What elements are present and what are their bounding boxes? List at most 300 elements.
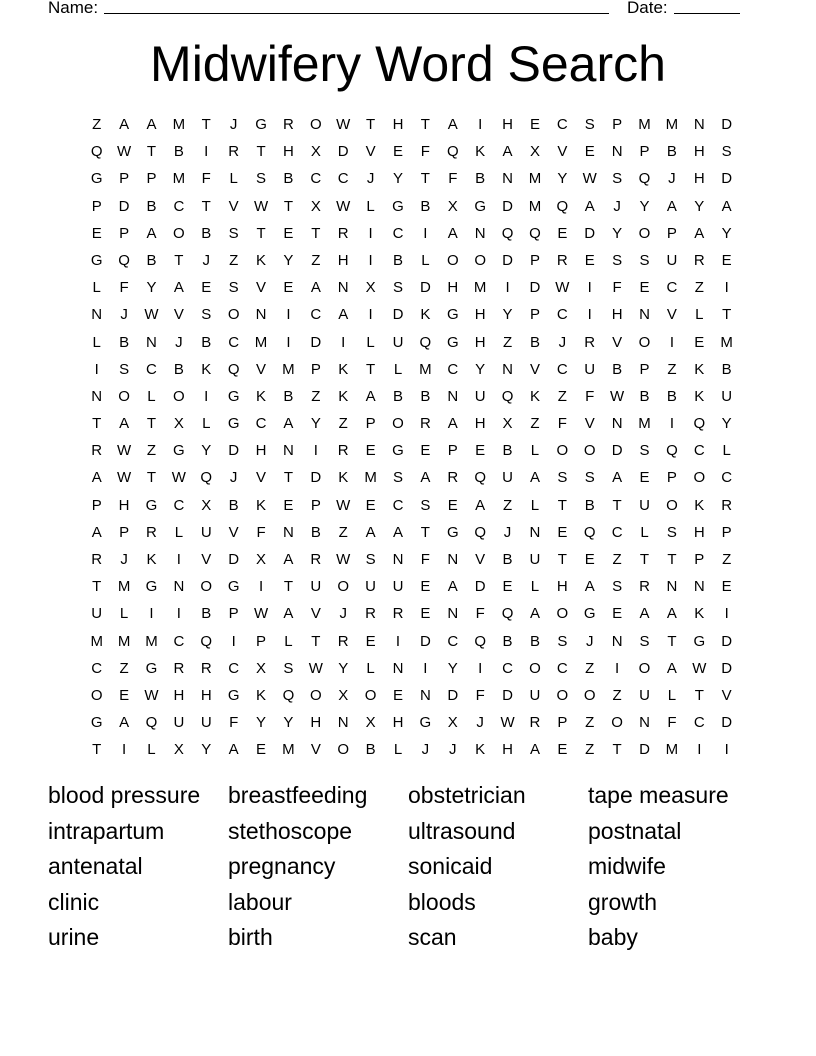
- grid-letter: C: [228, 333, 240, 351]
- grid-letter: G: [227, 686, 240, 704]
- grid-letter: G: [583, 605, 596, 623]
- grid-letter: B: [119, 333, 130, 351]
- grid-letter: V: [173, 306, 184, 324]
- grid-letter: W: [117, 469, 132, 487]
- grid-letter: J: [421, 741, 430, 759]
- grid-letter: I: [669, 333, 674, 351]
- grid-letter: M: [90, 632, 103, 650]
- grid-letter: J: [120, 551, 128, 568]
- grid-letter: Q: [583, 523, 596, 541]
- grid-letter: A: [228, 741, 239, 759]
- grid-letter: O: [638, 224, 651, 242]
- grid-letter: F: [420, 551, 430, 568]
- grid-letter: R: [529, 714, 541, 732]
- grid-letter: X: [502, 415, 513, 433]
- grid-letter: R: [146, 523, 157, 541]
- grid-letter: Y: [256, 714, 267, 732]
- grid-letter: P: [119, 224, 130, 242]
- grid-letter: C: [173, 496, 185, 514]
- grid-letter: D: [228, 442, 240, 460]
- grid-letter: P: [557, 714, 568, 732]
- grid-letter: S: [639, 632, 650, 650]
- grid-letter: Y: [721, 224, 732, 242]
- name-blank-line: [104, 13, 609, 14]
- grid-letter: D: [228, 551, 240, 568]
- grid-letter: Q: [200, 632, 213, 650]
- grid-letter: X: [201, 496, 212, 514]
- grid-letter: E: [557, 224, 568, 242]
- grid-letter: W: [555, 279, 570, 297]
- grid-letter: Q: [118, 251, 130, 269]
- grid-letter: A: [447, 116, 458, 133]
- grid-letter: L: [530, 578, 540, 596]
- grid-letter: U: [392, 578, 404, 596]
- grid-letter: R: [173, 659, 185, 677]
- grid-letter: J: [366, 170, 375, 188]
- grid-letter: B: [228, 496, 239, 514]
- grid-letter: L: [92, 333, 101, 351]
- grid-letter: J: [202, 251, 210, 269]
- grid-letter: W: [171, 469, 186, 487]
- grid-letter: C: [721, 469, 733, 487]
- grid-letter: F: [585, 387, 595, 405]
- grid-letter: P: [228, 605, 239, 623]
- grid-letter: F: [229, 714, 239, 732]
- grid-letter: C: [255, 415, 267, 433]
- grid-letter: R: [91, 442, 103, 460]
- grid-letter: W: [117, 143, 132, 161]
- grid-letter: K: [256, 686, 267, 704]
- grid-letter: W: [144, 686, 159, 704]
- grid-letter: E: [365, 632, 376, 650]
- grid-letter: E: [420, 442, 431, 460]
- grid-letter: O: [337, 741, 350, 759]
- grid-letter: B: [666, 143, 677, 161]
- grid-letter: H: [255, 442, 267, 460]
- grid-letter: Q: [282, 686, 295, 704]
- grid-letter: V: [256, 469, 267, 487]
- grid-letter: K: [475, 143, 486, 161]
- grid-letter: N: [611, 632, 623, 650]
- grid-letter: S: [365, 551, 376, 568]
- grid-letter: N: [447, 551, 459, 568]
- grid-letter: A: [447, 415, 458, 433]
- grid-letter: T: [420, 523, 430, 541]
- grid-letter: G: [446, 306, 459, 324]
- grid-letter: C: [447, 360, 459, 378]
- grid-letter: R: [639, 578, 650, 596]
- grid-letter: N: [255, 306, 267, 324]
- grid-letter: S: [584, 116, 595, 133]
- grid-letter: T: [557, 496, 567, 514]
- grid-letter: B: [173, 360, 184, 378]
- grid-letter: R: [200, 659, 212, 677]
- grid-letter: O: [309, 686, 322, 704]
- grid-letter: U: [200, 523, 212, 541]
- name-label: Name:: [48, 0, 99, 17]
- grid-letter: O: [556, 686, 569, 704]
- grid-letter: Y: [201, 741, 212, 759]
- grid-letter: N: [639, 306, 650, 324]
- grid-letter: F: [475, 605, 485, 623]
- grid-letter: Q: [446, 143, 459, 161]
- grid-letter: M: [665, 116, 679, 133]
- grid-letter: D: [392, 306, 404, 324]
- grid-letter: F: [475, 686, 485, 704]
- grid-letter: O: [364, 686, 377, 704]
- grid-letter: Q: [638, 170, 651, 188]
- grid-letter: C: [502, 659, 513, 677]
- grid-letter: V: [666, 306, 677, 324]
- grid-letter: C: [392, 496, 404, 514]
- grid-letter: E: [365, 442, 376, 460]
- grid-letter: V: [612, 333, 623, 351]
- grid-letter: P: [639, 360, 650, 378]
- grid-letter: D: [419, 632, 431, 650]
- grid-letter: W: [582, 170, 597, 188]
- grid-letter: I: [313, 442, 318, 460]
- grid-letter: O: [693, 469, 706, 487]
- grid-letter: H: [392, 116, 404, 133]
- grid-letter: T: [557, 551, 567, 568]
- grid-letter: A: [91, 469, 102, 487]
- grid-letter: S: [228, 279, 239, 297]
- grid-letter: T: [146, 143, 157, 161]
- grid-letter: Z: [585, 714, 595, 732]
- grid-letter: S: [639, 251, 650, 269]
- grid-letter: N: [337, 714, 349, 732]
- grid-letter: G: [693, 632, 706, 650]
- grid-letter: C: [447, 632, 459, 650]
- grid-letter: M: [117, 632, 131, 650]
- grid-letter: B: [365, 741, 376, 759]
- grid-letter: Q: [200, 469, 213, 487]
- grid-letter: K: [694, 360, 705, 378]
- grid-letter: L: [393, 741, 403, 759]
- grid-letter: N: [337, 279, 349, 297]
- grid-letter: D: [584, 224, 596, 242]
- grid-letter: Z: [585, 741, 595, 759]
- grid-letter: G: [145, 496, 158, 514]
- grid-letter: C: [556, 306, 568, 324]
- grid-letter: E: [392, 686, 403, 704]
- grid-letter: M: [172, 170, 186, 188]
- grid-letter: W: [253, 197, 269, 215]
- grid-letter: Q: [501, 224, 514, 242]
- grid-letter: M: [528, 197, 542, 215]
- grid-letter: V: [256, 360, 267, 378]
- grid-letter: I: [122, 741, 127, 759]
- grid-letter: Z: [530, 415, 540, 433]
- grid-letter: Z: [229, 251, 239, 269]
- grid-letter: C: [556, 360, 568, 378]
- grid-letter: F: [557, 415, 567, 433]
- grid-letter: P: [529, 251, 540, 269]
- grid-letter: M: [282, 741, 295, 759]
- grid-letter: V: [310, 605, 321, 623]
- grid-letter: I: [423, 659, 428, 677]
- grid-letter: W: [336, 551, 351, 568]
- grid-letter: L: [667, 686, 677, 704]
- grid-letter: G: [392, 442, 404, 460]
- grid-letter: E: [283, 279, 294, 297]
- grid-letter: O: [583, 442, 596, 460]
- grid-letter: P: [365, 415, 376, 433]
- grid-letter: E: [201, 279, 212, 297]
- grid-letter: M: [665, 741, 679, 759]
- grid-letter: U: [365, 578, 377, 596]
- grid-letter: L: [174, 523, 184, 541]
- grid-letter: X: [447, 714, 458, 732]
- word-list-item: intrapartum: [48, 817, 165, 844]
- grid-letter: R: [447, 469, 459, 487]
- grid-letter: N: [474, 224, 486, 242]
- grid-letter: U: [474, 387, 486, 405]
- word-list-item: labour: [228, 888, 292, 915]
- grid-letter: I: [204, 143, 209, 161]
- grid-letter: L: [147, 741, 156, 759]
- grid-letter: K: [201, 360, 212, 378]
- grid-letter: Z: [557, 387, 567, 405]
- grid-letter: E: [256, 741, 267, 759]
- grid-letter: E: [91, 224, 102, 242]
- grid-letter: P: [666, 469, 677, 487]
- grid-letter: S: [256, 170, 267, 188]
- grid-letter: P: [310, 360, 321, 378]
- grid-letter: N: [173, 578, 185, 596]
- grid-letter: G: [173, 442, 185, 460]
- grid-letter: W: [692, 659, 707, 677]
- grid-letter: K: [694, 496, 705, 514]
- grid-letter: P: [666, 224, 677, 242]
- grid-letter: T: [92, 415, 102, 433]
- word-list-item: ultrasound: [408, 817, 516, 844]
- word-list-item: blood pressure: [48, 782, 201, 808]
- grid-letter: A: [392, 523, 403, 541]
- grid-letter: N: [693, 116, 705, 133]
- grid-letter: N: [447, 387, 459, 405]
- grid-letter: L: [393, 360, 403, 378]
- word-list-item: birth: [228, 924, 273, 951]
- grid-letter: H: [474, 306, 486, 324]
- grid-letter: V: [228, 197, 239, 215]
- grid-letter: I: [231, 632, 236, 650]
- grid-letter: I: [149, 605, 154, 623]
- grid-letter: E: [584, 143, 595, 161]
- grid-letter: I: [176, 551, 181, 568]
- grid-letter: A: [529, 605, 540, 623]
- grid-letter: D: [721, 116, 733, 133]
- grid-letter: Q: [501, 387, 514, 405]
- grid-letter: D: [721, 632, 733, 650]
- grid-letter: A: [584, 578, 595, 596]
- grid-letter: T: [639, 551, 650, 568]
- grid-letter: D: [502, 197, 513, 215]
- grid-letter: H: [337, 251, 349, 269]
- grid-letter: G: [419, 714, 432, 732]
- grid-letter: O: [200, 578, 213, 596]
- word-list-item: antenatal: [48, 853, 143, 880]
- grid-letter: H: [693, 143, 705, 161]
- grid-letter: K: [694, 605, 705, 623]
- grid-letter: B: [721, 360, 732, 378]
- grid-letter: H: [173, 686, 185, 704]
- grid-letter: O: [611, 714, 623, 732]
- grid-letter: M: [145, 632, 158, 650]
- grid-letter: T: [311, 632, 321, 650]
- grid-letter: J: [120, 306, 128, 324]
- grid-letter: A: [91, 523, 102, 541]
- grid-letter: U: [639, 496, 650, 514]
- grid-letter: A: [529, 741, 540, 759]
- grid-letter: Q: [474, 523, 486, 541]
- grid-letter: V: [475, 551, 486, 568]
- grid-letter: T: [366, 360, 376, 378]
- grid-letter: Y: [612, 224, 623, 242]
- grid-letter: S: [584, 469, 595, 487]
- grid-letter: A: [173, 279, 184, 297]
- grid-letter: P: [529, 306, 540, 324]
- grid-letter: S: [612, 251, 623, 269]
- grid-letter: F: [201, 170, 211, 188]
- grid-letter: K: [338, 360, 349, 378]
- grid-letter: L: [530, 442, 540, 460]
- grid-letter: Y: [475, 360, 486, 378]
- grid-letter: H: [556, 578, 568, 596]
- grid-letter: F: [119, 279, 129, 297]
- grid-letter: A: [666, 605, 677, 623]
- grid-letter: B: [146, 197, 157, 215]
- grid-letter: O: [638, 659, 651, 677]
- grid-letter: P: [310, 496, 321, 514]
- grid-letter: M: [364, 469, 377, 487]
- grid-letter: S: [612, 578, 623, 596]
- grid-letter: Z: [338, 523, 348, 541]
- grid-letter: H: [447, 279, 459, 297]
- grid-letter: S: [721, 143, 732, 161]
- grid-letter: P: [146, 170, 157, 188]
- grid-letter: B: [502, 551, 513, 568]
- grid-letter: I: [204, 387, 209, 405]
- grid-letter: N: [502, 360, 513, 378]
- grid-letter: G: [90, 251, 103, 269]
- word-list-item: obstetrician: [408, 782, 526, 808]
- grid-letter: U: [584, 360, 596, 378]
- word-list-item: tape measure: [588, 782, 729, 808]
- grid-letter: D: [721, 659, 733, 677]
- grid-letter: G: [90, 170, 103, 188]
- grid-letter: Q: [666, 442, 678, 460]
- grid-letter: M: [419, 360, 432, 378]
- grid-letter: K: [338, 469, 349, 487]
- grid-letter: S: [666, 523, 677, 541]
- grid-letter: T: [722, 306, 732, 324]
- grid-letter: T: [92, 578, 102, 596]
- grid-letter: C: [310, 170, 322, 188]
- grid-letter: U: [639, 686, 650, 704]
- grid-letter: E: [502, 578, 513, 596]
- grid-letter: U: [721, 387, 733, 405]
- grid-letter: A: [666, 197, 677, 215]
- grid-letter: C: [146, 360, 157, 378]
- grid-letter: T: [256, 143, 266, 161]
- grid-letter: Y: [694, 197, 705, 215]
- grid-letter: C: [556, 659, 568, 677]
- grid-letter: Q: [419, 333, 432, 351]
- grid-letter: M: [638, 415, 651, 433]
- grid-letter: L: [695, 306, 704, 324]
- grid-letter: Y: [392, 170, 403, 188]
- grid-letter: T: [612, 741, 622, 759]
- grid-letter: O: [666, 496, 678, 514]
- grid-letter: U: [200, 714, 212, 732]
- grid-letter: I: [724, 605, 729, 623]
- grid-letter: W: [308, 659, 323, 677]
- grid-letter: T: [667, 551, 677, 568]
- grid-letter: G: [90, 714, 103, 732]
- grid-letter: Y: [338, 659, 349, 677]
- grid-letter: E: [557, 523, 568, 541]
- grid-letter: G: [392, 197, 404, 215]
- grid-letter: V: [228, 523, 239, 541]
- grid-letter: U: [666, 251, 678, 269]
- grid-letter: T: [174, 251, 184, 269]
- grid-letter: X: [173, 415, 184, 433]
- grid-letter: Z: [502, 496, 513, 514]
- grid-letter: L: [229, 170, 238, 188]
- grid-letter: D: [721, 714, 733, 732]
- grid-letter: B: [201, 224, 212, 242]
- grid-letter: B: [173, 143, 184, 161]
- grid-letter: X: [173, 741, 184, 759]
- grid-letter: K: [420, 306, 431, 324]
- grid-letter: H: [693, 523, 705, 541]
- grid-letter: Q: [90, 143, 103, 161]
- grid-letter: K: [146, 551, 157, 568]
- grid-letter: Q: [474, 469, 486, 487]
- grid-letter: L: [530, 496, 540, 514]
- grid-letter: Z: [311, 387, 321, 405]
- grid-letter: C: [337, 170, 349, 188]
- grid-letter: T: [146, 415, 157, 433]
- grid-letter: M: [638, 116, 651, 133]
- grid-letter: V: [365, 143, 376, 161]
- grid-letter: D: [502, 251, 513, 269]
- grid-letter: I: [258, 578, 264, 596]
- grid-letter: D: [639, 741, 650, 759]
- grid-letter: Y: [283, 714, 294, 732]
- grid-letter: I: [368, 306, 373, 324]
- page-title: Midwifery Word Search: [150, 36, 666, 92]
- grid-letter: L: [722, 442, 731, 460]
- grid-letter: O: [638, 333, 651, 351]
- grid-letter: Y: [283, 251, 294, 269]
- grid-letter: I: [286, 306, 291, 324]
- grid-letter: M: [720, 333, 733, 351]
- grid-letter: I: [478, 659, 483, 677]
- grid-letter: L: [366, 197, 375, 215]
- grid-letter: O: [556, 605, 569, 623]
- word-list-item: pregnancy: [228, 853, 336, 880]
- grid-letter: D: [529, 279, 541, 297]
- grid-letter: I: [176, 605, 181, 623]
- grid-letter: X: [365, 279, 376, 297]
- grid-letter: K: [475, 741, 486, 759]
- grid-letter: X: [529, 143, 540, 161]
- grid-letter: N: [91, 387, 103, 405]
- grid-letter: O: [474, 251, 486, 269]
- grid-letter: V: [529, 360, 540, 378]
